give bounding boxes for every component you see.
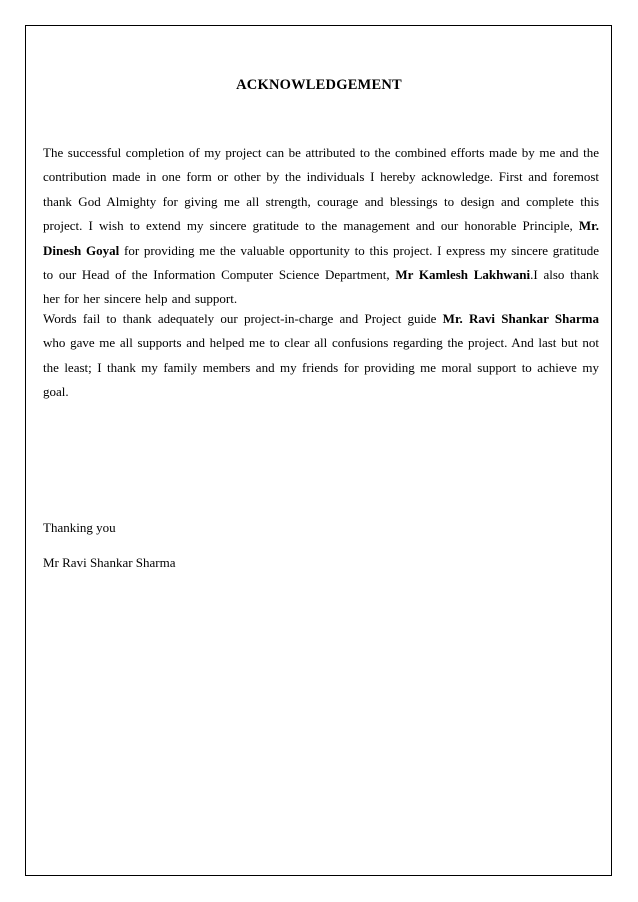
paragraph-text: The successful completion of my project can be attributed to the combined efforts made by me and the contribution made in one form or other by the individuals I hereby acknowledge. First and foremost thank God Almighty for giving me all strength, courage and blessings to design and complete this project. I wish to extend my sincere gratitude to the management and our honorable Principle,	[43, 145, 599, 234]
paragraph-text: for providing me the valuable opportunity to this project. I express my sincere gratitude to our Head of the Information Computer Science Department,	[43, 242, 600, 283]
signature-name: Mr Ravi Shankar Sharma	[43, 555, 176, 570]
paragraph-text: .I also thank her for her sincere help and support.	[43, 267, 600, 307]
acknowledgement-paragraph-2	[43, 307, 599, 405]
principal-name: Mr. Dinesh Goyal	[43, 218, 599, 258]
paragraph-text: who gave me all supports and helped me to clear all confusions regarding the project. And last but not the least; I thank my family members and my friends for providing me moral support to achieve my goal.	[43, 335, 599, 400]
paragraph-text: Words fail to thank adequately our project-in-charge and Project guide	[43, 311, 443, 326]
acknowledgement-paragraph-1	[43, 141, 599, 312]
closing-line: Thanking you	[43, 520, 116, 535]
hod-name: Mr Kamlesh Lakhwani	[395, 267, 531, 283]
page-title: ACKNOWLEDGEMENT	[236, 77, 402, 93]
guide-name: Mr. Ravi Shankar Sharma	[442, 311, 599, 326]
